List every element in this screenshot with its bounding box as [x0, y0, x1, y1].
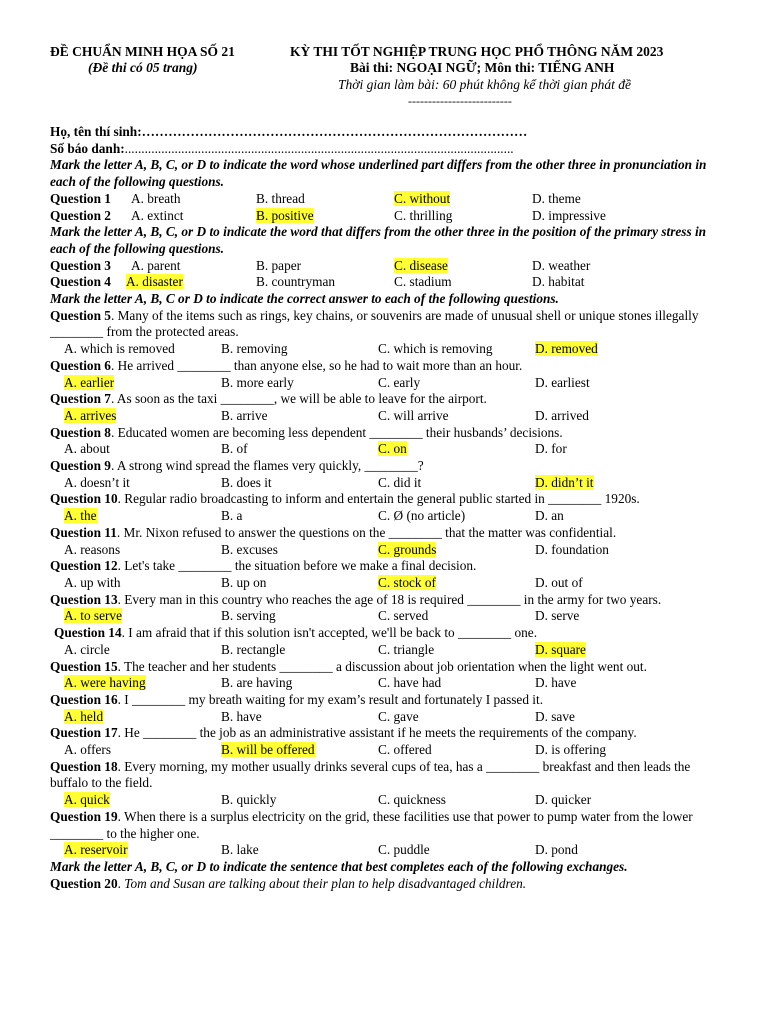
option-c[interactable]: C. quickness: [378, 792, 446, 808]
option-b[interactable]: B. paper: [256, 257, 302, 273]
question-14: [50, 625, 720, 658]
option-d[interactable]: D. an: [535, 508, 564, 524]
question-label: Question 6: [50, 357, 111, 373]
option-c[interactable]: C. offered: [378, 742, 432, 758]
question-stem: [50, 358, 720, 375]
option-row: [50, 842, 720, 859]
question-text: . When there is a surplus electricity on the grid, these facilities use that power to pump water from the lower ________ to the higher one.: [50, 808, 693, 841]
question-text: . Regular radio broadcasting to inform and entertain the general public started in ________ 1920s.: [117, 491, 640, 507]
option-b[interactable]: B. more early: [221, 374, 294, 390]
option-c[interactable]: C. early: [378, 374, 421, 390]
question-stem: [50, 491, 720, 508]
option-c[interactable]: C. will arrive: [378, 407, 449, 423]
question-label: Question 10: [50, 491, 118, 507]
question-1: [50, 191, 720, 208]
question-stem: [50, 659, 720, 676]
question-stem: [50, 308, 720, 341]
exam-code-title: ĐỀ CHUẨN MINH HỌA SỐ 21: [50, 44, 235, 59]
question-17: [50, 725, 720, 758]
option-row: [50, 742, 720, 759]
question-7: [50, 391, 720, 424]
answer-highlight: A. the: [64, 508, 97, 524]
question-10: [50, 491, 720, 524]
option-row: [50, 475, 720, 492]
option-d[interactable]: D. pond: [535, 842, 578, 858]
option-a[interactable]: [64, 608, 221, 625]
question-8: [50, 425, 720, 458]
option-a[interactable]: [126, 274, 256, 291]
question-label: Question 7: [50, 391, 111, 407]
exam-name: KỲ THI TỐT NGHIỆP TRUNG HỌC PHỔ THÔNG NĂM 2023: [290, 44, 664, 59]
question-text: . Mr. Nixon refused to answer the questions on the ________ that the matter was confidential.: [116, 524, 617, 540]
question-label: Question 1: [50, 190, 111, 206]
answer-highlight: B. will be offered: [221, 742, 315, 758]
answer-highlight: A. earlier: [64, 374, 115, 390]
question-stem: [50, 809, 720, 842]
option-row: [50, 608, 720, 625]
candidate-id-dots: .....................................................................................................................: [124, 140, 514, 156]
question-6: [50, 358, 720, 391]
question-16: [50, 692, 720, 725]
option-a[interactable]: [64, 408, 221, 425]
exam-subject: Bài thi: NGOẠI NGỮ; Môn thi: TIẾNG ANH: [350, 60, 615, 75]
question-text: . He ________ the job as an administrative assistant if he meets the requirements of the company.: [117, 725, 637, 741]
exam-page: [50, 44, 720, 892]
option-d[interactable]: D. is offering: [535, 742, 607, 758]
option-row: [50, 542, 720, 559]
instruction-correct-answer: Mark the letter A, B, C or D to indicate the correct answer to each of the following questions.: [50, 291, 559, 307]
option-c[interactable]: C. triangle: [378, 641, 435, 657]
question-3: [50, 258, 720, 275]
multiple-choice-questions: [50, 308, 720, 859]
question-stem: [50, 425, 720, 442]
question-stem: [50, 725, 720, 742]
answer-highlight: A. held: [64, 708, 104, 724]
option-c[interactable]: C. did it: [378, 474, 422, 490]
option-row: [50, 408, 720, 425]
option-b[interactable]: B. arrive: [221, 407, 268, 423]
question-stem: [50, 525, 720, 542]
question-label: Question 4: [50, 274, 111, 290]
option-row: [50, 709, 720, 726]
header-rule: --------------------------: [408, 94, 512, 108]
question-text: . Many of the items such as rings, key chains, or souvenirs are made of unusual shell or unique stones illegally ________ from the protected areas.: [50, 307, 699, 340]
option-row: [50, 441, 720, 458]
option-a[interactable]: A. up with: [64, 574, 121, 590]
option-c[interactable]: C. which is removing: [378, 341, 493, 357]
option-b[interactable]: B. have: [221, 708, 262, 724]
option-c[interactable]: C. have had: [378, 675, 442, 691]
answer-highlight: A. quick: [64, 792, 110, 808]
question-text: Tom and Susan are talking about their plan to help disadvantaged children.: [124, 875, 527, 891]
question-label: Question 11: [50, 524, 117, 540]
question-label: Question 5: [50, 307, 111, 323]
answer-highlight: D. square: [535, 641, 586, 657]
question-stem: [50, 692, 720, 709]
instruction-stress: Mark the letter A, B, C, or D to indicate the word that differs from the other three in the position of the primary stress in each of the following questions.: [50, 224, 707, 256]
candidate-name-line: [50, 124, 720, 141]
option-c[interactable]: C. served: [378, 608, 429, 624]
option-row: [50, 508, 720, 525]
option-b[interactable]: B. serving: [221, 608, 276, 624]
option-c[interactable]: [378, 575, 535, 592]
option-b[interactable]: B. are having: [221, 675, 293, 691]
instruction-pronunciation: Mark the letter A, B, C, or D to indicate the word whose underlined part differs from the other three in pronunciation in each of the following questions.: [50, 157, 707, 190]
question-stem: [50, 458, 720, 475]
option-b[interactable]: B. a: [221, 508, 243, 524]
answer-highlight: B. positive: [256, 207, 314, 223]
question-4: [50, 274, 720, 291]
option-b[interactable]: B. rectangle: [221, 641, 286, 657]
option-b[interactable]: B. removing: [221, 341, 288, 357]
option-a[interactable]: [64, 709, 221, 726]
option-b[interactable]: B. excuses: [221, 541, 278, 557]
answer-highlight: C. without: [394, 190, 451, 206]
option-row: [50, 341, 720, 358]
option-a[interactable]: A. reasons: [64, 541, 121, 557]
option-a[interactable]: A. breath: [131, 190, 181, 206]
option-d[interactable]: D. for: [535, 441, 567, 457]
option-row: [50, 375, 720, 392]
option-b[interactable]: B. quickly: [221, 792, 277, 808]
question-label: Question 2: [50, 207, 111, 223]
question-text: . As soon as the taxi ________, we will be able to leave for the airport.: [110, 391, 487, 407]
option-d[interactable]: [535, 341, 695, 358]
question-text: . A strong wind spread the flames very quickly, ________?: [110, 458, 424, 474]
candidate-id-label: Số báo danh:: [50, 140, 125, 156]
option-a[interactable]: [64, 508, 221, 525]
option-c[interactable]: [378, 542, 535, 559]
option-d[interactable]: D. habitat: [532, 274, 585, 290]
answer-highlight: A. to serve: [64, 608, 122, 624]
option-a[interactable]: [64, 792, 221, 809]
option-a[interactable]: [64, 842, 221, 859]
exam-header: [50, 44, 720, 114]
option-d[interactable]: D. impressive: [532, 207, 606, 223]
candidate-name-label: Họ, tên thí sinh:: [50, 124, 142, 139]
question-stem: [50, 625, 720, 642]
question-label: Question 3: [50, 257, 111, 273]
question-stem: [50, 391, 720, 408]
option-b[interactable]: B. countryman: [256, 274, 336, 290]
option-b[interactable]: [221, 742, 378, 759]
option-d[interactable]: D. save: [535, 708, 575, 724]
option-d[interactable]: D. weather: [532, 257, 591, 273]
question-5: [50, 308, 720, 358]
option-a[interactable]: [64, 375, 221, 392]
option-d[interactable]: D. theme: [532, 190, 581, 206]
option-d[interactable]: [535, 475, 695, 492]
option-a[interactable]: A. offers: [64, 742, 112, 758]
option-row: [50, 575, 720, 592]
option-c[interactable]: C. puddle: [378, 842, 430, 858]
option-b[interactable]: B. of: [221, 441, 248, 457]
exam-time: Thời gian làm bài: 60 phút không kể thời gian phát đề: [338, 77, 632, 92]
question-9: [50, 458, 720, 491]
answer-highlight: D. removed: [535, 341, 598, 357]
question-label: Question 19: [50, 808, 118, 824]
page-count-note: (Đề thi có 05 trang): [88, 60, 198, 75]
question-text: . Every morning, my mother usually drinks several cups of tea, has a ________ breakfast and then leads the buffalo to the field.: [50, 758, 691, 791]
option-d[interactable]: D. have: [535, 675, 577, 691]
question-label: Question 14: [54, 625, 122, 641]
answer-highlight: C. on: [378, 441, 407, 457]
answer-highlight: C. disease: [394, 257, 448, 273]
answer-highlight: A. disaster: [126, 274, 183, 290]
option-a[interactable]: A. parent: [131, 257, 181, 273]
instruction-exchanges: Mark the letter A, B, C, or D to indicate the sentence that best completes each of the following exchanges.: [50, 858, 628, 874]
option-d[interactable]: [535, 642, 695, 659]
option-b[interactable]: B. lake: [221, 842, 259, 858]
answer-highlight: C. stock of: [378, 574, 436, 590]
option-d[interactable]: D. out of: [535, 574, 583, 590]
option-c[interactable]: C. gave: [378, 708, 419, 724]
option-c[interactable]: C. Ø (no article): [378, 508, 466, 524]
option-row: [50, 675, 720, 692]
question-text: . I ________ my breath waiting for my exam’s result and fortunately I passed it.: [117, 691, 544, 707]
question-label: Question 9: [50, 458, 111, 474]
option-d[interactable]: D. foundation: [535, 541, 609, 557]
question-label: Question 8: [50, 424, 111, 440]
option-c[interactable]: [394, 191, 532, 208]
question-label: Question 12: [50, 558, 118, 574]
option-b[interactable]: B. thread: [256, 190, 305, 206]
option-row: [50, 792, 720, 809]
option-a[interactable]: A. circle: [64, 641, 110, 657]
candidate-name-dots: ……………………………………………………………………………: [141, 124, 528, 139]
question-label: Question 17: [50, 725, 118, 741]
question-2: [50, 208, 720, 225]
option-a[interactable]: A. which is removed: [64, 341, 175, 357]
question-text: . I am afraid that if this solution isn't accepted, we'll be back to ________ one.: [121, 625, 538, 641]
option-d[interactable]: D. arrived: [535, 407, 589, 423]
answer-highlight: C. grounds: [378, 541, 437, 557]
option-d[interactable]: D. quicker: [535, 792, 592, 808]
question-11: [50, 525, 720, 558]
question-20: Question 20. Tom and Susan are talking about their plan to help disadvantaged children.: [50, 875, 527, 891]
option-row: [50, 642, 720, 659]
question-label: Question 18: [50, 758, 118, 774]
option-b[interactable]: B. up on: [221, 574, 267, 590]
option-c[interactable]: C. thrilling: [394, 207, 453, 223]
option-a[interactable]: A. about: [64, 441, 110, 457]
option-a[interactable]: A. extinct: [131, 207, 184, 223]
option-c[interactable]: [394, 258, 532, 275]
question-text: . Educated women are becoming less dependent ________ their husbands’ decisions.: [110, 424, 563, 440]
option-d[interactable]: D. earliest: [535, 374, 590, 390]
candidate-id-line: [50, 141, 720, 158]
question-text: . The teacher and her students ________ a discussion about job orientation when the light went out.: [117, 658, 647, 674]
question-18: [50, 759, 720, 809]
question-13: [50, 592, 720, 625]
question-label: Question 16: [50, 691, 118, 707]
question-text: . He arrived ________ than anyone else, so he had to wait more than an hour.: [110, 357, 523, 373]
question-stem: [50, 592, 720, 609]
option-b[interactable]: B. does it: [221, 474, 272, 490]
question-text: . Let's take ________ the situation before we make a final decision.: [117, 558, 477, 574]
question-19: [50, 809, 720, 859]
question-12: [50, 558, 720, 591]
question-label: Question 13: [50, 591, 118, 607]
question-15: [50, 659, 720, 692]
option-c[interactable]: C. stadium: [394, 274, 452, 290]
question-stem: [50, 759, 720, 792]
option-a[interactable]: [64, 675, 221, 692]
answer-highlight: A. arrives: [64, 407, 117, 423]
option-c[interactable]: [378, 441, 535, 458]
question-label: Question 20: [50, 875, 118, 891]
question-text: . Every man in this country who reaches the age of 18 is required ________ in the army for two years.: [117, 591, 662, 607]
question-label: Question 15: [50, 658, 118, 674]
question-stem: [50, 558, 720, 575]
answer-highlight: A. were having: [64, 675, 146, 691]
answer-highlight: A. reservoir: [64, 842, 128, 858]
option-d[interactable]: D. serve: [535, 608, 580, 624]
option-a[interactable]: A. doesn’t it: [64, 474, 130, 490]
option-b[interactable]: [256, 208, 394, 225]
answer-highlight: D. didn’t it: [535, 474, 594, 490]
